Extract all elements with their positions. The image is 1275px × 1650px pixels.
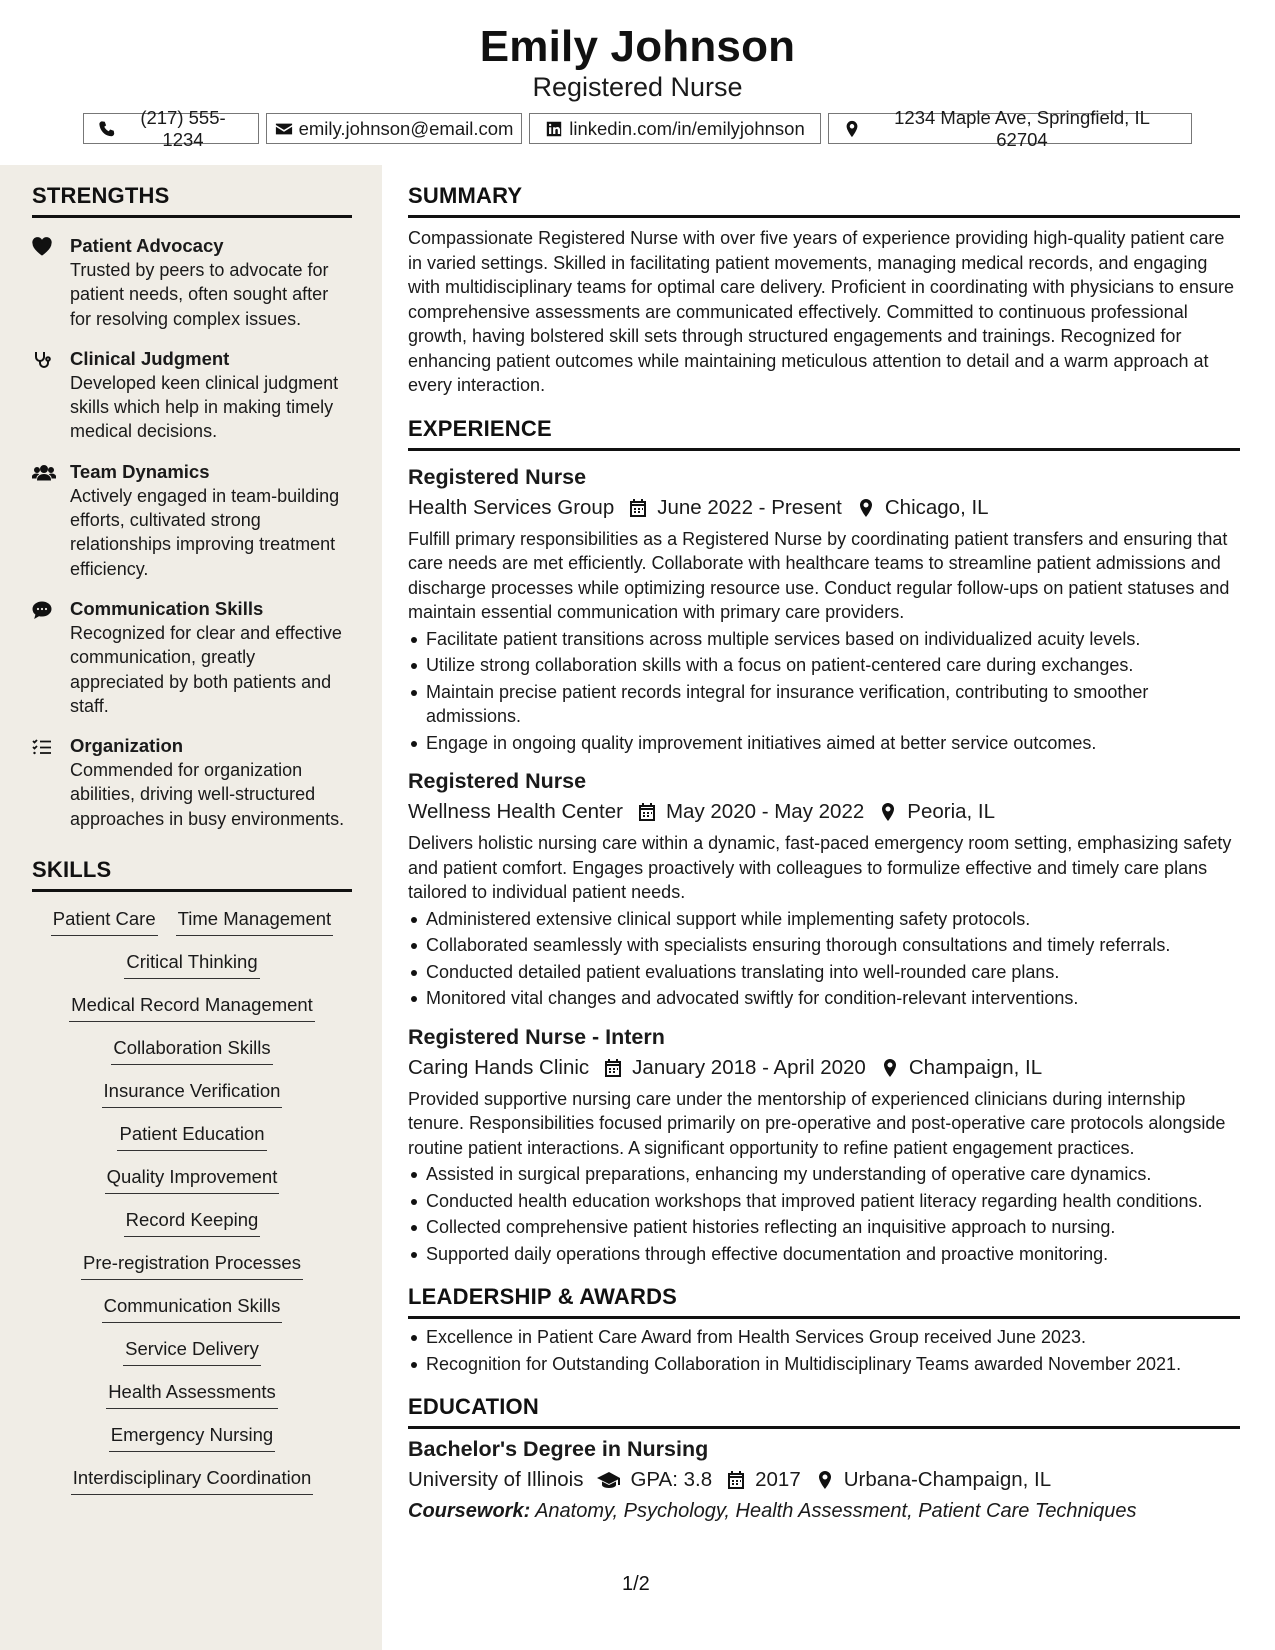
map-pin-icon <box>856 498 876 518</box>
heart-icon <box>32 237 52 257</box>
school-location: Urbana-Champaign, IL <box>843 1468 1052 1491</box>
skill-tag: Health Assessments <box>106 1379 278 1409</box>
calendar-icon <box>637 802 657 822</box>
map-pin-icon <box>843 120 861 138</box>
linkedin-icon <box>545 120 563 138</box>
strength-item: Clinical Judgment Developed keen clinical judgment skills which help in making timely medical decisions. <box>32 347 352 444</box>
job-location: Peoria, IL <box>907 800 996 823</box>
list-item: Conducted detailed patient evaluations translating into well-rounded care plans. <box>408 960 1240 985</box>
summary-heading: SUMMARY <box>408 183 1240 218</box>
strength-item: Patient Advocacy Trusted by peers to advocate for patient needs, often sought after for resolving complex issues. <box>32 234 352 331</box>
list-item: Maintain precise patient records integral for insurance verification, contributing to smoother admissions. <box>408 680 1240 729</box>
page-number: 1/2 <box>622 1573 650 1595</box>
sidebar <box>0 165 382 1650</box>
degree-title: Bachelor's Degree in Nursing <box>408 1437 709 1461</box>
main-content <box>408 165 1240 1525</box>
experience-section <box>408 416 1240 1267</box>
strengths-heading: STRENGTHS <box>32 183 352 218</box>
skill-tag: Service Delivery <box>123 1336 261 1366</box>
stethoscope-icon <box>32 350 52 370</box>
map-pin-icon <box>815 1470 835 1490</box>
skill-tag: Quality Improvement <box>105 1164 280 1194</box>
list-item: Administered extensive clinical support while implementing safety protocols. <box>408 907 1240 932</box>
skill-tag: Interdisciplinary Coordination <box>71 1465 314 1495</box>
education-meta <box>408 1465 1240 1495</box>
job-entry <box>408 1023 1240 1267</box>
candidate-name: Emily Johnson <box>479 22 796 71</box>
list-item: Collaborated seamlessly with specialists ensuring thorough consultations and timely referrals. <box>408 933 1240 958</box>
strength-item: Team Dynamics Actively engaged in team-building efforts, cultivated strong relationships improving treatment efficiency. <box>32 460 352 581</box>
map-pin-icon <box>880 1058 900 1078</box>
job-entry <box>408 767 1240 1011</box>
list-item: Supported daily operations through effective documentation and proactive monitoring. <box>408 1242 1240 1267</box>
job-meta <box>408 493 1240 523</box>
envelope-icon <box>275 120 293 138</box>
skill-tag: Record Keeping <box>124 1207 261 1237</box>
job-dates: June 2022 - Present <box>657 495 842 519</box>
job-company: Wellness Health Center <box>408 800 623 823</box>
leadership-section <box>408 1284 1240 1376</box>
list-item: Assisted in surgical preparations, enhancing my understanding of operative care dynamics. <box>408 1162 1240 1187</box>
job-description: Provided supportive nursing care under the mentorship of experienced clinicians during internship tenure. Responsibilities focused primarily on pre-operative and post-operative care protocols alongside routine patient interactions. A significant opportunity to refine patient engagement practices. <box>408 1088 1226 1158</box>
graduation-year: 2017 <box>755 1468 801 1491</box>
job-location: Champaign, IL <box>908 1055 1043 1079</box>
skill-tag: Time Management <box>176 906 334 936</box>
job-title: Registered Nurse <box>408 464 587 489</box>
job-description: Delivers holistic nursing care within a dynamic, fast-paced emergency room setting, emphasizing safety and patient comfort. Engages proactively with colleagues to formulize effective and timely care plans tailored to individual patient needs. <box>408 833 1232 902</box>
job-dates: January 2018 - April 2020 <box>632 1055 866 1079</box>
gpa: GPA: 3.8 <box>630 1468 713 1491</box>
skill-tag: Medical Record Management <box>69 992 315 1022</box>
summary-text: Compassionate Registered Nurse with over five years of experience providing high-quality patient care in varied settings. Skilled in facilitating patient movements, managing medical records, and engaging with multidisciplinary teams for optimal care delivery. Proficient in coordinating with physicians to ensure comprehensive assessments are communicated effectively. Committed to continuous professional growth, having bolstered skill sets through structured engagements and trainings. Recognized for enhancing patient outcomes while maintaining meticulous attention to detail and a warm approach at every interaction. <box>408 228 1235 395</box>
job-company: Caring Hands Clinic <box>408 1055 590 1079</box>
education-section <box>408 1394 1240 1525</box>
job-meta <box>408 797 1240 827</box>
skill-tag: Pre-registration Processes <box>81 1250 303 1280</box>
skill-tag: Patient Education <box>117 1121 266 1151</box>
coursework: Coursework: Anatomy, Psychology, Health Assessment, Patient Care Techniques <box>408 1500 1137 1522</box>
contact-linkedin[interactable]: linkedin.com/in/emilyjohnson <box>529 113 821 144</box>
list-item: Facilitate patient transitions across multiple services based on individualized acuity levels. <box>408 627 1240 652</box>
comment-icon <box>32 600 52 620</box>
awards-list <box>408 1325 1240 1376</box>
school-name: University of Illinois <box>408 1468 584 1491</box>
list-item: Monitored vital changes and advocated swiftly for condition-relevant interventions. <box>408 986 1240 1011</box>
list-item: Collected comprehensive patient histories reflecting an inquisitive approach to nursing. <box>408 1215 1240 1240</box>
job-title: Registered Nurse <box>408 769 587 793</box>
candidate-role: Registered Nurse <box>532 72 743 102</box>
education-heading: EDUCATION <box>408 1394 1240 1429</box>
users-icon <box>32 463 56 483</box>
job-meta <box>408 1053 1240 1083</box>
skill-tag: Emergency Nursing <box>109 1422 275 1452</box>
list-item: Excellence in Patient Care Award from Health Services Group received June 2023. <box>408 1325 1240 1350</box>
calendar-icon <box>726 1470 746 1490</box>
job-bullets <box>408 1162 1240 1266</box>
job-entry <box>408 463 1240 756</box>
graduation-cap-icon <box>597 1470 621 1490</box>
skill-tag: Patient Care <box>51 906 158 936</box>
skill-tag: Collaboration Skills <box>111 1035 272 1065</box>
job-title: Registered Nurse - Intern <box>408 1024 665 1049</box>
skill-tag: Critical Thinking <box>124 949 259 979</box>
job-bullets <box>408 907 1240 1011</box>
job-company: Health Services Group <box>408 495 615 519</box>
list-item: Conducted health education workshops that improved patient literacy regarding health conditions. <box>408 1189 1240 1214</box>
contact-bar <box>0 106 1275 150</box>
skills-list <box>32 906 352 1495</box>
list-item: Engage in ongoing quality improvement initiatives aimed at better service outcomes. <box>408 731 1240 756</box>
phone-icon <box>98 120 116 138</box>
contact-phone[interactable]: (217) 555-1234 <box>83 113 259 144</box>
job-location: Chicago, IL <box>884 495 989 519</box>
calendar-icon <box>603 1058 623 1078</box>
job-bullets <box>408 627 1240 756</box>
resume-header <box>0 0 1275 165</box>
skills-heading: SKILLS <box>32 857 352 892</box>
calendar-icon <box>628 498 648 518</box>
summary-section <box>408 183 1240 398</box>
experience-heading: EXPERIENCE <box>408 416 1240 451</box>
list-item: Utilize strong collaboration skills with a focus on patient-centered care during exchanges. <box>408 653 1240 678</box>
contact-email[interactable]: emily.johnson@email.com <box>266 113 522 144</box>
job-dates: May 2020 - May 2022 <box>665 800 865 823</box>
job-description: Fulfill primary responsibilities as a Registered Nurse by coordinating patient transfers and ensuring that care needs are met efficiently. Collaborate with healthcare teams to streamline patient admissions and discharge processes while optimizing resource use. Conduct regular follow-ups on patient statuses and maintain essential communication with primary care providers. <box>408 528 1230 622</box>
contact-address: 1234 Maple Ave, Springfield, IL 62704 <box>828 113 1192 144</box>
map-pin-icon <box>878 802 898 822</box>
strength-item: Organization Commended for organization abilities, driving well-structured approaches in busy environments. <box>32 734 352 831</box>
leadership-heading: LEADERSHIP & AWARDS <box>408 1284 1240 1319</box>
list-item: Recognition for Outstanding Collaboration in Multidisciplinary Teams awarded November 2021. <box>408 1352 1240 1377</box>
strength-item: Communication Skills Recognized for clear and effective communication, greatly appreciated by both patients and staff. <box>32 597 352 718</box>
list-check-icon <box>32 737 52 757</box>
skill-tag: Insurance Verification <box>102 1078 283 1108</box>
skill-tag: Communication Skills <box>102 1293 283 1323</box>
